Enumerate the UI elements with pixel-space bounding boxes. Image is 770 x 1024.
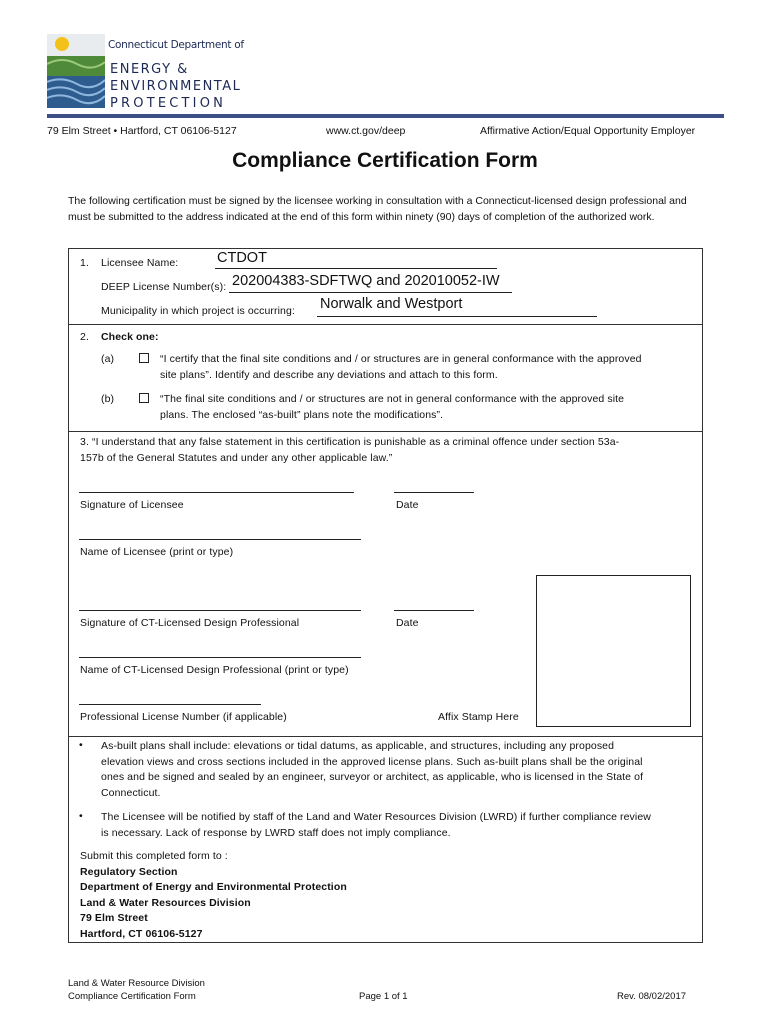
header-address: 79 Elm Street • Hartford, CT 06106-5127 (47, 125, 237, 137)
date-1-label: Date (396, 499, 419, 511)
bullet-2-line-1: The Licensee will be notified by staff of the Land and Water Resources Division (LWRD) if further compliance review (101, 811, 651, 823)
section-2-number: 2. (80, 331, 89, 343)
bullet-1-marker: • (79, 739, 83, 751)
header-website: www.ct.gov/deep (326, 125, 406, 137)
name-licensee-line[interactable] (79, 539, 361, 540)
logo-dept-line: Connecticut Department of (108, 39, 244, 51)
professional-license-label: Professional License Number (if applicable) (80, 711, 287, 723)
name-professional-label: Name of CT-Licensed Design Professional (print or type) (80, 664, 349, 676)
option-b-text-line-2: plans. The enclosed “as-built” plans note the modifications”. (160, 409, 444, 421)
license-number-field[interactable]: 202004383-SDFTWQ and 202010052-IW (232, 273, 500, 289)
footer-left (68, 977, 205, 1003)
signature-professional-line[interactable] (79, 610, 361, 611)
licensee-name-field[interactable]: CTDOT (217, 250, 267, 266)
footer-page-number: Page 1 of 1 (359, 991, 408, 1002)
bullet-2-text (101, 810, 651, 841)
header-employer: Affirmative Action/Equal Opportunity Employer (480, 125, 696, 137)
option-b-checkbox[interactable] (139, 393, 149, 403)
bullet-1-line-1: As-built plans shall include: elevations or tidal datums, as applicable, and structures, including any proposed (101, 740, 615, 752)
date-1-line[interactable] (394, 492, 474, 493)
header-rule (47, 114, 724, 118)
logo-name-line-2: ENVIRONMENTAL (110, 79, 242, 94)
logo-name-line-1: ENERGY & (110, 62, 189, 77)
deep-logo-graphic (47, 34, 105, 108)
submit-address-block (80, 849, 347, 943)
stamp-box (536, 575, 691, 727)
licensee-name-line (215, 268, 497, 269)
page-title: Compliance Certification Form (232, 149, 538, 172)
option-a-text-line-1: “I certify that the final site conditions and / or structures are in general conformance with the approved (160, 353, 642, 365)
footer-division: Land & Water Resource Division (68, 978, 205, 989)
submit-line-2: Department of Energy and Environmental Protection (80, 881, 347, 894)
submit-line-5: Hartford, CT 06106-5127 (80, 927, 203, 940)
option-a-checkbox[interactable] (139, 353, 149, 363)
option-a-label: (a) (101, 353, 115, 365)
footer-revision: Rev. 08/02/2017 (617, 991, 687, 1002)
option-a-text-line-2: site plans”. Identify and describe any deviations and attach to this form. (160, 369, 498, 381)
intro-paragraph: The following certification must be signed by the licensee working in consultation with a Connecticut-licensed design professional and must be submitted to the address indicated at the end of this form within ninety (90) days of completion of the authorized work. (68, 195, 687, 223)
name-professional-line[interactable] (79, 657, 361, 658)
check-one-heading: Check one: (101, 331, 159, 343)
municipality-field[interactable]: Norwalk and Westport (320, 296, 463, 312)
bullet-2-marker: • (79, 810, 83, 822)
certification-statement-line-2: 157b of the General Statutes and under any other applicable law.” (80, 452, 393, 464)
option-b-text-line-1: “The final site conditions and / or structures are not in general conformance with the approved site (160, 393, 625, 405)
license-number-line (229, 292, 512, 293)
bullet-1-text (101, 739, 643, 801)
bullet-2-line-2: is necessary. Lack of response by LWRD staff does not imply compliance. (101, 826, 451, 839)
affix-stamp-label: Affix Stamp Here (438, 711, 519, 723)
submit-intro: Submit this completed form to : (80, 850, 228, 862)
certification-statement-line-1: 3. “I understand that any false statement in this certification is punishable as a criminal offence under section 53a- (80, 436, 620, 448)
signature-licensee-label: Signature of Licensee (80, 499, 184, 511)
logo-name-line-3: PROTECTION (110, 96, 227, 111)
date-2-line[interactable] (394, 610, 474, 611)
signature-licensee-line[interactable] (79, 492, 354, 493)
license-number-professional-line[interactable] (79, 704, 261, 705)
submit-line-1: Regulatory Section (80, 865, 178, 878)
footer-form-name: Compliance Certification Form (68, 991, 196, 1002)
municipality-label: Municipality in which project is occurring: (101, 305, 295, 317)
section-1-number: 1. (80, 257, 89, 269)
signature-professional-label: Signature of CT-Licensed Design Professional (80, 617, 300, 629)
bullet-1-line-3: ones and be signed and sealed by an engineer, surveyor or architect, as applicable, who is licensed in the State of (101, 771, 644, 783)
date-2-label: Date (396, 617, 419, 629)
name-licensee-label: Name of Licensee (print or type) (80, 546, 234, 558)
bullet-1-line-2: elevation views and cross sections included in the approved license plans. Such as-built plans shall be the original (101, 755, 643, 768)
bullet-1-line-4: Connecticut. (101, 786, 161, 799)
license-number-label: DEEP License Number(s): (101, 281, 227, 293)
submit-line-3: Land & Water Resources Division (80, 896, 251, 909)
licensee-name-label: Licensee Name: (101, 257, 179, 269)
municipality-line (317, 316, 597, 317)
submit-line-4: 79 Elm Street (80, 912, 148, 925)
option-b-label: (b) (101, 393, 115, 405)
